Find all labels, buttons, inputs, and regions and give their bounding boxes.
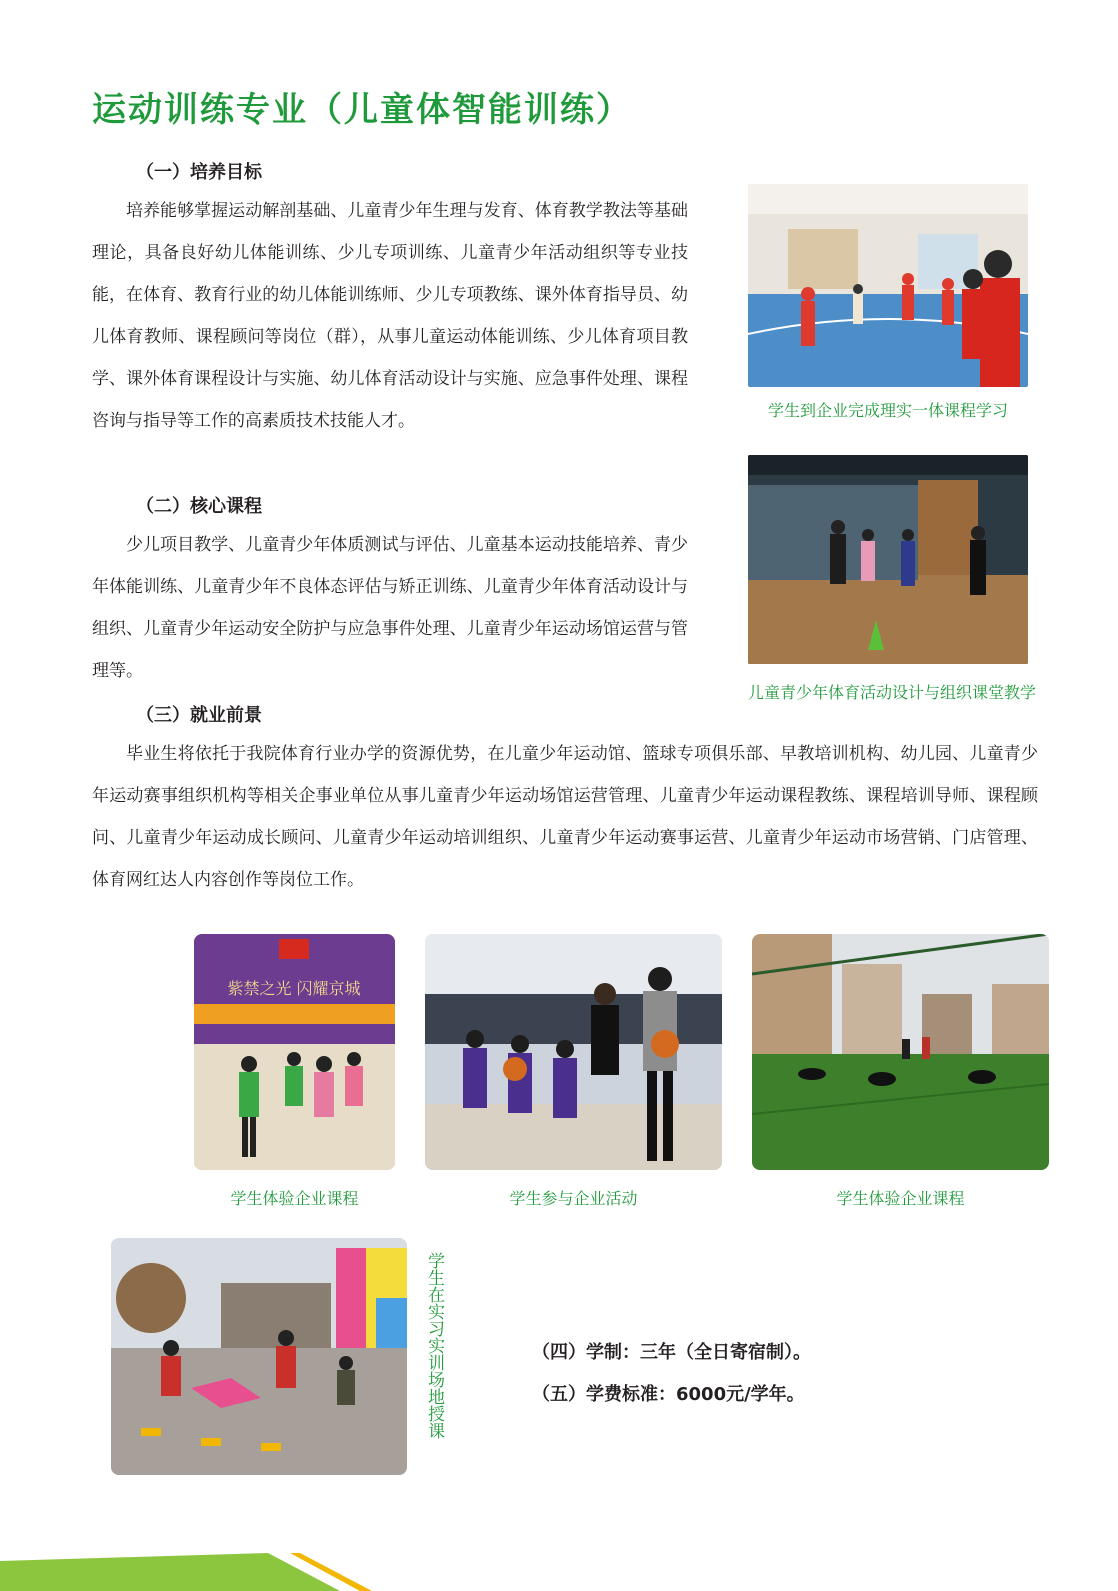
banner-text: 紫禁之光 闪耀京城 <box>227 979 361 998</box>
caption-photo-2: 儿童青少年体育活动设计与组织课堂教学 <box>748 683 1037 702</box>
section-heading-goal: （一）培养目标 <box>136 162 262 183</box>
section-text-courses: 少儿项目教学、儿童青少年体质测试与评估、儿童基本运动技能培养、青少年体能训练、儿童青少年不良体态评估与矫正训练、儿童青少年体育活动设计与组织、儿童青少年运动安全防护与应急事件处理、儿童青少年运动场馆运营与管理等。 <box>92 535 688 681</box>
photo-rooftop-field <box>752 934 1049 1170</box>
photo-event-hall <box>194 934 395 1170</box>
page-title: 运动训练专业（儿童体智能训练） <box>92 90 632 130</box>
caption-photo-1: 学生到企业完成理实一体课程学习 <box>767 401 1008 420</box>
section-heading-courses: （二）核心课程 <box>136 496 262 517</box>
caption-photo-5: 学生体验企业课程 <box>836 1189 965 1208</box>
info-tuition: （五）学费标准：6000元/学年。 <box>532 1384 805 1405</box>
photo-kindergarten-playground <box>111 1238 407 1475</box>
photo-basketball-activity <box>425 934 722 1170</box>
caption-photo-4: 学生参与企业活动 <box>509 1189 638 1208</box>
section-text-career: 毕业生将依托于我院体育行业办学的资源优势，在儿童少年运动馆、篮球专项俱乐部、早教培训机构、幼儿园、儿童青少年运动赛事组织机构等相关企事业单位从事儿童青少年运动场馆运营管理、儿童青少年运动课程教练、课程培训导师、课程顾问、儿童青少年运动成长顾问、儿童青少年运动培训组织、儿童青少年运动赛事运营、儿童青少年运动市场营销、门店管理、体育网红达人内容创作等岗位工作。 <box>92 744 1038 890</box>
section-heading-career: （三）就业前景 <box>136 705 262 726</box>
caption-photo-6: 学生在实习实训场地授课 <box>424 1252 444 1439</box>
section-text-goal: 培养能够掌握运动解剖基础、儿童青少年生理与发育、体育教学教法等基础理论，具备良好幼儿体能训练、少儿专项训练、儿童青少年活动组织等专业技能，在体育、教育行业的幼儿体能训练师、少儿专项教练、课外体育指导员、幼儿体育教师、课程顾问等岗位（群），从事儿童运动体能训练、少儿体育项目教学、课外体育课程设计与实施、幼儿体育活动设计与实施、应急事件处理、课程咨询与指导等工作的高素质技术技能人才。 <box>92 201 688 431</box>
photo-indoor-training <box>748 184 1028 387</box>
info-duration: （四）学制：三年（全日寄宿制）。 <box>532 1342 811 1363</box>
caption-photo-3: 学生体验企业课程 <box>230 1189 359 1208</box>
photo-studio-class <box>748 455 1028 664</box>
decorative-bottom-band <box>0 1531 420 1591</box>
